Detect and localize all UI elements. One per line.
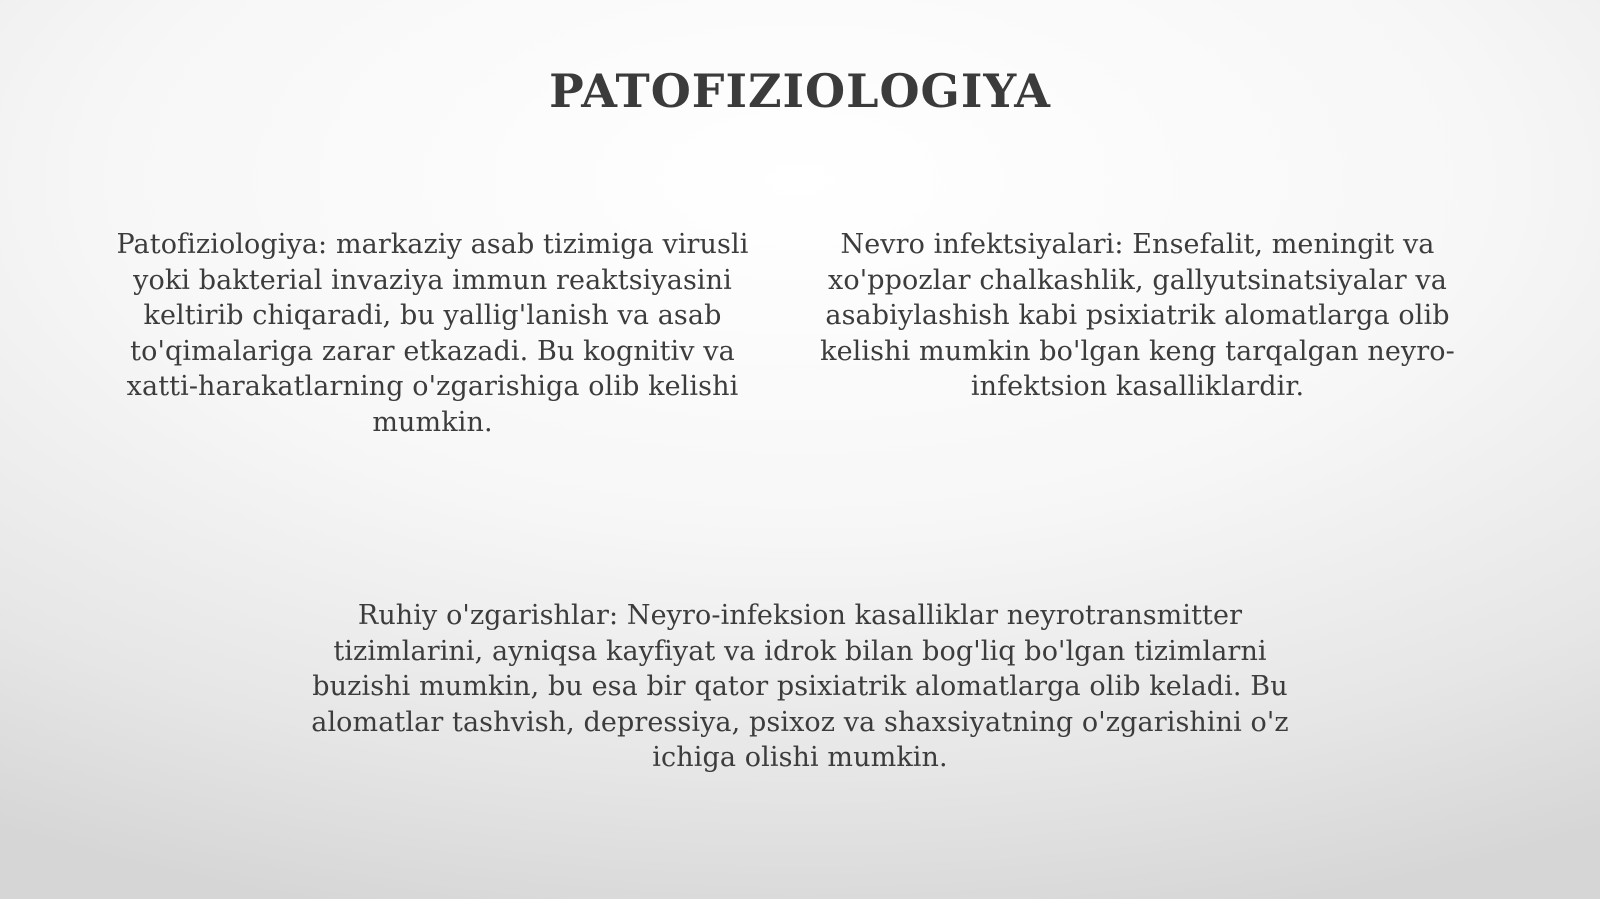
pathophysiology-text-block: Patofiziologiya: markaziy asab tizimiga virusli yoki bakterial invaziya immun reaktsiyasini keltirib chiqaradi, bu yallig'lanish va asab to'qimalariga zarar etkazadi. Bu kognitiv va xatti-harakatlarning o'zgarishiga olib kelishi mumkin. xyxy=(116,229,749,438)
neuro-infections-text-block: Nevro infektsiyalari: Ensefalit, meningit va xo'ppozlar chalkashlik, gallyutsinatsiyalar va asabiylashish kabi psixiatrik alomatlarga olib kelishi mumkin bo'lgan keng tarqalgan neyro-infektsion kasalliklardir. xyxy=(820,229,1455,403)
slide-title: PATOFIZIOLOGIYA xyxy=(549,64,1051,118)
mental-changes-text-block: Ruhiy o'zgarishlar: Neyro-infeksion kasalliklar neyrotransmitter tizimlarini, ayniqsa kayfiyat va idrok bilan bog'liq bo'lgan tizimlarni buzishi mumkin, bu esa bir qator psixiatrik alomatlarga olib keladi. Bu alomatlar tashvish, depressiya, psixoz va shaxsiyatning o'zgarishini o'z ichiga olishi mumkin. xyxy=(311,600,1289,774)
